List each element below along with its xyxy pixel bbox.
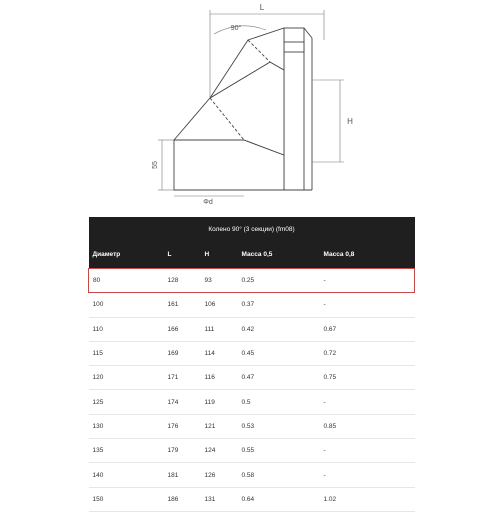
cell-L: 186: [164, 487, 201, 511]
cell-mass-08: -: [320, 463, 415, 487]
cell-mass-05: 0.58: [238, 463, 320, 487]
cell-mass-08: -: [320, 390, 415, 414]
cell-H: 106: [201, 293, 238, 317]
cell-H: 114: [201, 341, 238, 365]
cell-H: 93: [201, 269, 238, 293]
header-mass-05: Масса 0,5: [238, 241, 320, 269]
cell-diameter: 130: [89, 414, 164, 438]
cell-H: 116: [201, 366, 238, 390]
dim-55-label: 55: [152, 161, 159, 169]
table-row: [89, 439, 415, 463]
header-mass-08: Масса 0,8: [320, 241, 415, 269]
table-row: [89, 341, 415, 365]
cell-mass-08: 1.02: [320, 487, 415, 511]
table-title: Колено 90° (3 секции) (fm08): [89, 217, 415, 241]
cell-H: 124: [201, 439, 238, 463]
header-L: L: [164, 241, 201, 269]
cell-mass-05: 0.37: [238, 293, 320, 317]
cell-diameter: 100: [89, 293, 164, 317]
cell-H: 126: [201, 463, 238, 487]
cell-diameter: 135: [89, 439, 164, 463]
cell-diameter: 120: [89, 366, 164, 390]
header-H: H: [201, 241, 238, 269]
cell-H: 111: [201, 317, 238, 341]
cell-L: 179: [164, 439, 201, 463]
cell-mass-08: 0.67: [320, 317, 415, 341]
cell-diameter: 125: [89, 390, 164, 414]
cell-L: 181: [164, 463, 201, 487]
cell-mass-08: 0.75: [320, 366, 415, 390]
cell-diameter: 140: [89, 463, 164, 487]
cell-L: 128: [164, 269, 201, 293]
cell-L: 171: [164, 366, 201, 390]
cell-mass-05: 0.42: [238, 317, 320, 341]
table-title-row: [89, 217, 415, 241]
table-row: [89, 293, 415, 317]
cell-L: 169: [164, 341, 201, 365]
cell-L: 176: [164, 414, 201, 438]
dim-H-label: H: [347, 117, 353, 126]
cell-mass-05: 0.5: [238, 390, 320, 414]
table-row: [89, 414, 415, 438]
elbow-socket-band: [284, 42, 304, 52]
table-row: [89, 269, 415, 293]
table-row: [89, 487, 415, 511]
table-row: [89, 366, 415, 390]
cell-L: 166: [164, 317, 201, 341]
cell-diameter: 115: [89, 341, 164, 365]
cell-mass-05: 0.45: [238, 341, 320, 365]
cell-L: 174: [164, 390, 201, 414]
dim-diameter-label: Φd: [203, 199, 213, 206]
dim-L-label: L: [259, 3, 265, 12]
header-diameter: Диаметр: [89, 241, 164, 269]
cell-H: 119: [201, 390, 238, 414]
cell-mass-08: -: [320, 269, 415, 293]
cell-diameter: 110: [89, 317, 164, 341]
elbow-technical-drawing: [0, 0, 500, 210]
cell-mass-08: -: [320, 293, 415, 317]
cell-mass-05: 0.64: [238, 487, 320, 511]
table-row: [89, 463, 415, 487]
table-row: [89, 390, 415, 414]
cell-mass-08: 0.85: [320, 414, 415, 438]
cell-mass-05: 0.25: [238, 269, 320, 293]
cell-mass-08: 0.72: [320, 341, 415, 365]
cell-mass-05: 0.55: [238, 439, 320, 463]
cell-L: 161: [164, 293, 201, 317]
cell-mass-05: 0.47: [238, 366, 320, 390]
cell-diameter: 150: [89, 487, 164, 511]
cell-diameter: 80: [89, 269, 164, 293]
table-header-row: [89, 241, 415, 269]
dim-angle-label: 90°: [230, 25, 242, 32]
cell-H: 121: [201, 414, 238, 438]
spec-table: [88, 217, 415, 512]
cell-mass-05: 0.53: [238, 414, 320, 438]
cell-mass-08: -: [320, 439, 415, 463]
table-row: [89, 317, 415, 341]
cell-H: 131: [201, 487, 238, 511]
